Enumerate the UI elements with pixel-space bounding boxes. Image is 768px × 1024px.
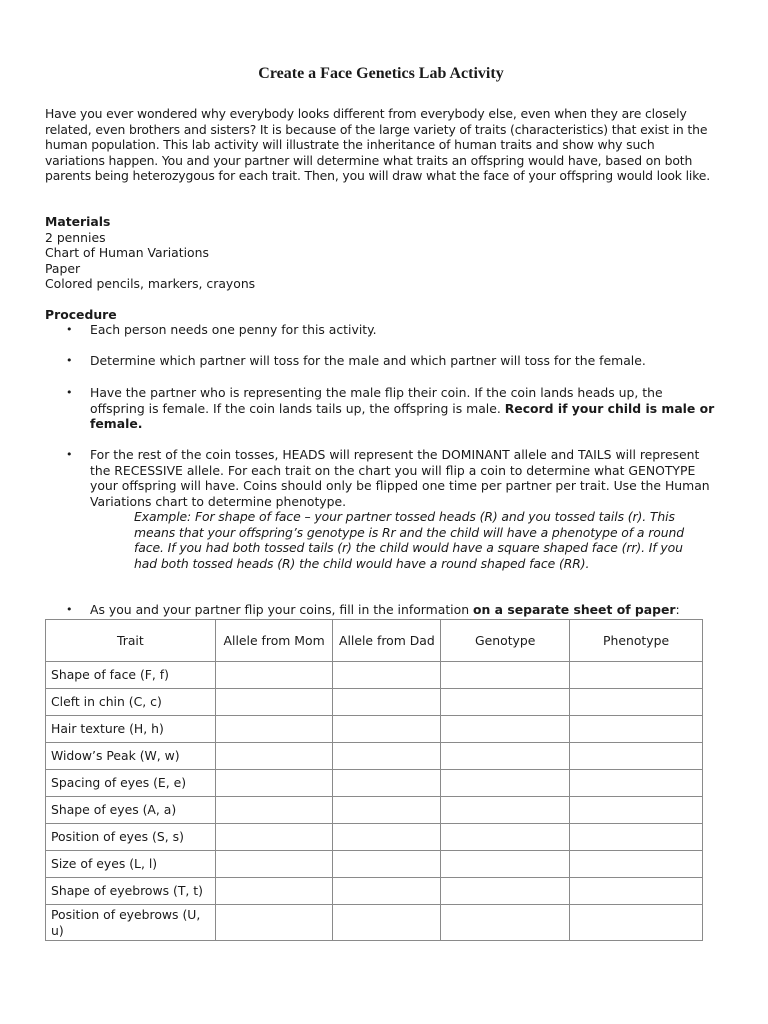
- genotype-cell: [441, 689, 570, 716]
- allele-mom-cell: [215, 689, 333, 716]
- genotype-cell: [441, 905, 570, 941]
- step-text: For the rest of the coin tosses, HEADS will represent the DOMINANT allele and TAILS will represent the RECESSIVE allele. For each trait on the chart you will flip a coin to determine what GENOTYPE your offspring will have. Coins should only be flipped one time per partner per trait. Use the Human Variations chart to determine phenotype.: [90, 447, 710, 509]
- table-row: [46, 905, 703, 941]
- trait-cell: Position of eyebrows (U, u): [46, 905, 216, 941]
- table-row: [46, 743, 703, 770]
- trait-cell: Position of eyes (S, s): [46, 824, 216, 851]
- intro-paragraph: Have you ever wondered why everybody looks different from everybody else, even when they are closely related, even brothers and sisters? It is because of the large variety of traits (characteristics) that exist in the human population. This lab activity will illustrate the inheritance of human traits and show why such variations happen. You and your partner will determine what traits an offspring would have, based on both parents being heterozygous for each trait. Then, you will draw what the face of your offspring would look like.: [45, 106, 711, 184]
- genotype-cell: [441, 716, 570, 743]
- phenotype-cell: [570, 824, 703, 851]
- genotype-cell: [441, 851, 570, 878]
- table-header-row: [46, 620, 703, 662]
- allele-dad-cell: [333, 797, 441, 824]
- materials-item: Paper: [45, 260, 81, 276]
- phenotype-cell: [570, 662, 703, 689]
- allele-mom-cell: [215, 905, 333, 941]
- phenotype-cell: [570, 878, 703, 905]
- bullet-icon: •: [66, 603, 73, 616]
- header-allele-dad: Allele from Dad: [333, 620, 441, 662]
- phenotype-cell: [570, 797, 703, 824]
- allele-mom-cell: [215, 824, 333, 851]
- allele-mom-cell: [215, 770, 333, 797]
- trait-cell: Spacing of eyes (E, e): [46, 770, 216, 797]
- materials-item: Chart of Human Variations: [45, 245, 209, 261]
- table-row: [46, 770, 703, 797]
- bullet-icon: •: [66, 386, 73, 399]
- phenotype-cell: [570, 770, 703, 797]
- allele-mom-cell: [215, 851, 333, 878]
- materials-heading: Materials: [45, 214, 111, 229]
- allele-dad-cell: [333, 689, 441, 716]
- genotype-cell: [441, 662, 570, 689]
- allele-mom-cell: [215, 797, 333, 824]
- step-text: Each person needs one penny for this activity.: [90, 322, 377, 337]
- allele-dad-cell: [333, 851, 441, 878]
- trait-cell: Widow’s Peak (W, w): [46, 743, 216, 770]
- phenotype-cell: [570, 716, 703, 743]
- allele-dad-cell: [333, 878, 441, 905]
- procedure-section: [45, 307, 717, 617]
- allele-dad-cell: [333, 716, 441, 743]
- allele-mom-cell: [215, 878, 333, 905]
- step-text: [90, 385, 716, 432]
- procedure-heading: Procedure: [45, 307, 117, 322]
- phenotype-cell: [570, 743, 703, 770]
- allele-mom-cell: [215, 743, 333, 770]
- allele-dad-cell: [333, 743, 441, 770]
- step-text-plain: Have the partner who is representing the male flip their coin. If the coin lands heads up, the offspring is female. If the coin lands tails up, the offspring is male.: [90, 385, 663, 416]
- example-paragraph: Example: For shape of face – your partner tossed heads (R) and you tossed tails (r). This means that your offspring’s genotype is Rr and the child will have a phenotype of a round face. If you had both tossed tails (r) the child would have a square shaped face (rr). If you had both tossed heads (R) the child would have a round shaped face (RR).: [134, 509, 684, 571]
- step-text-bold: on a separate sheet of paper: [473, 602, 676, 617]
- allele-dad-cell: [333, 662, 441, 689]
- table-row: [46, 824, 703, 851]
- header-allele-mom: Allele from Mom: [215, 620, 333, 662]
- header-phenotype: Phenotype: [570, 620, 703, 662]
- header-genotype: Genotype: [441, 620, 570, 662]
- phenotype-cell: [570, 689, 703, 716]
- step-text-bold: Record if your child is male or female.: [90, 400, 715, 432]
- table-row: [46, 716, 703, 743]
- table-row: [46, 878, 703, 905]
- step-text: [90, 602, 716, 618]
- table-row: [46, 851, 703, 878]
- bullet-icon: •: [66, 354, 73, 367]
- header-trait: Trait: [46, 620, 216, 662]
- bullet-icon: •: [66, 448, 73, 461]
- bullet-icon: •: [66, 323, 73, 336]
- trait-cell: Cleft in chin (C, c): [46, 689, 216, 716]
- phenotype-cell: [570, 905, 703, 941]
- trait-cell: Shape of face (F, f): [46, 662, 216, 689]
- trait-cell: Shape of eyebrows (T, t): [46, 878, 216, 905]
- step-text: Determine which partner will toss for the male and which partner will toss for the female.: [90, 353, 646, 368]
- trait-cell: Hair texture (H, h): [46, 716, 216, 743]
- genotype-cell: [441, 824, 570, 851]
- step-text-plain: As you and your partner flip your coins, fill in the information: [90, 602, 474, 617]
- materials-item: Colored pencils, markers, crayons: [45, 276, 256, 292]
- trait-cell: Shape of eyes (A, a): [46, 797, 216, 824]
- genotype-cell: [441, 878, 570, 905]
- allele-mom-cell: [215, 662, 333, 689]
- genotype-cell: [441, 797, 570, 824]
- materials-item: 2 pennies: [45, 229, 106, 245]
- table-row: [46, 797, 703, 824]
- traits-table: [45, 619, 703, 941]
- step-text-end: :: [675, 602, 680, 617]
- genotype-cell: [441, 770, 570, 797]
- table-row: [46, 662, 703, 689]
- table-row: [46, 689, 703, 716]
- phenotype-cell: [570, 851, 703, 878]
- allele-dad-cell: [333, 770, 441, 797]
- page-title: Create a Face Genetics Lab Activity: [258, 65, 504, 82]
- allele-dad-cell: [333, 824, 441, 851]
- materials-section: [45, 214, 705, 292]
- genotype-cell: [441, 743, 570, 770]
- allele-dad-cell: [333, 905, 441, 941]
- trait-cell: Size of eyes (L, l): [46, 851, 216, 878]
- allele-mom-cell: [215, 716, 333, 743]
